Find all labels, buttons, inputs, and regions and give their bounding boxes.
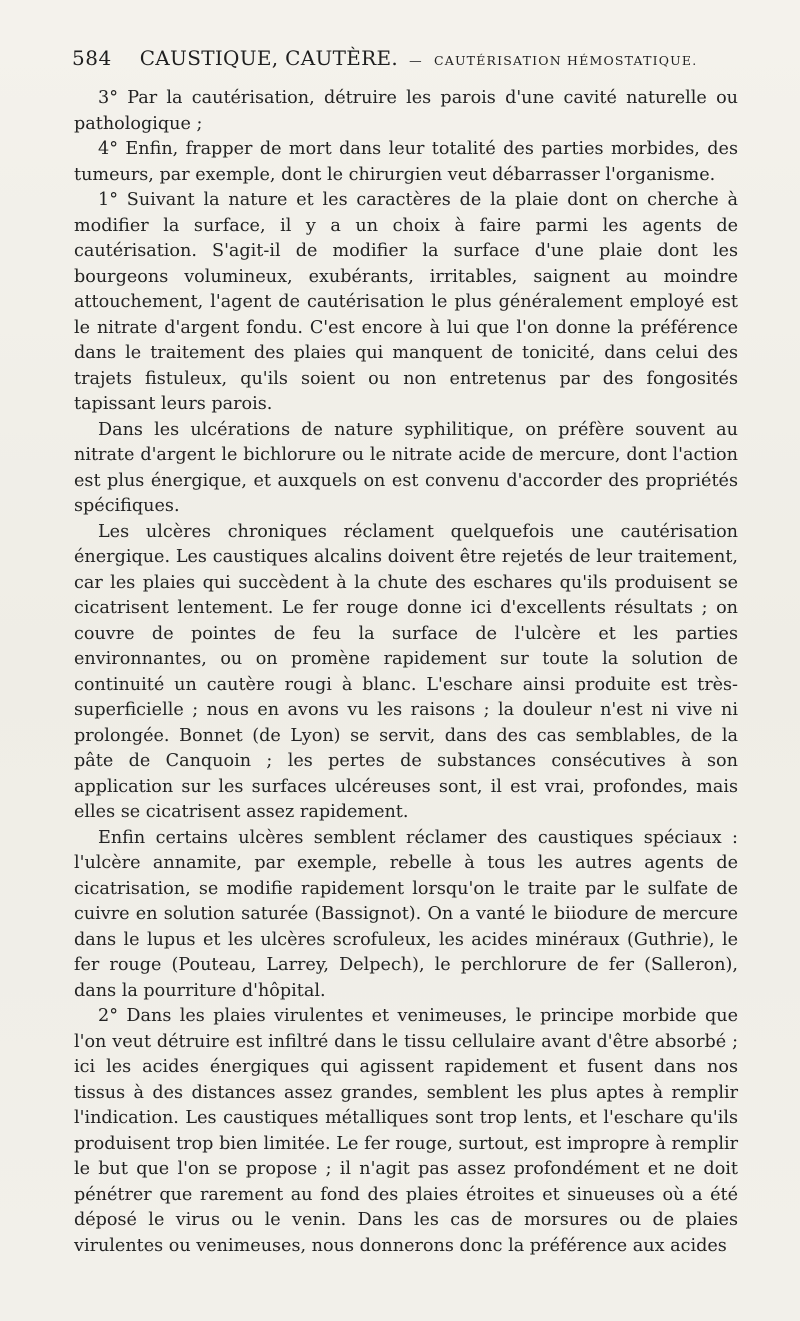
header-separator: — bbox=[409, 53, 423, 68]
paragraph-2-virulent-wounds: 2° Dans les plaies virulentes et venimeuses, le principe morbide que l'on veut détruire est infiltré dans le tissu cellulaire avant d'être absorbé ; ici les acides énergiques qui agissent rapidement et fusent dans nos tissus à des distances assez grandes, semblent les plus aptes à remplir l'indication. Les caustiques métalliques sont trop lents, et l'eschare qu'ils produisent trop bien limitée. Le fer rouge, surtout, est impropre à remplir le but que l'on se propose ; il n'agit pas assez profondément et ne doit pénétrer que rarement au fond des plaies étroites et sinueuses où a été déposé le virus ou le venin. Dans les cas de morsures ou de plaies virulentes ou venimeuses, nous donnerons donc la préférence aux acides bbox=[74, 1006, 738, 1256]
page-header bbox=[72, 46, 740, 78]
running-title: CAUSTIQUE, CAUTÈRE. bbox=[139, 46, 399, 70]
running-subtitle: CAUTÉRISATION HÉMOSTATIQUE. bbox=[433, 53, 698, 68]
paragraph-3-cavity: 3° Par la cautérisation, détruire les parois d'une cavité naturelle ou pathologique ; bbox=[74, 88, 738, 134]
page-number: 584 bbox=[72, 46, 112, 70]
paragraph-1-wound-surface: 1° Suivant la nature et les caractères de la plaie dont on cherche à modifier la surface, il y a un choix à faire parmi les agents de cautérisation. S'agit-il de modifier la surface d'une plaie dont les bourgeons volumineux, exubérants, irritables, saignent au moindre attouchement, l'agent de cautérisation le plus généralement employé est le nitrate d'argent fondu. C'est encore à lui que l'on donne la préférence dans le traitement des plaies qui manquent de tonicité, dans celui des trajets fistuleux, qu'ils soient ou non entretenus par des fongosités tapissant leurs parois. bbox=[74, 190, 738, 414]
paragraph-4-tumors: 4° Enfin, frapper de mort dans leur totalité des parties morbides, des tumeurs, par exemple, dont le chirurgien veut débarrasser l'organisme. bbox=[74, 139, 738, 185]
paragraph-syphilitic-ulcerations: Dans les ulcérations de nature syphilitique, on préfère souvent au nitrate d'argent le bichlorure ou le nitrate acide de mercure, dont l'action est plus énergique, et auxquels on est convenu d'accorder des propriétés spécifiques. bbox=[74, 419, 738, 516]
paragraph-special-caustics: Enfin certains ulcères semblent réclamer des caustiques spéciaux : l'ulcère annamite, par exemple, rebelle à tous les autres agents de cicatrisation, se modifie rapidement lorsqu'on le traite par le sulfate de cuivre en solution saturée (Bassignot). On a vanté le biiodure de mercure dans le lupus et les ulcères scrofuleux, les acides minéraux (Guthrie), le fer rouge (Pouteau, Larrey, Delpech), le perchlorure de fer (Salleron), dans la pourriture d'hôpital. bbox=[74, 827, 738, 1001]
body-text bbox=[74, 86, 738, 1259]
paragraph-chronic-ulcers: Les ulcères chroniques réclament quelquefois une cautérisation énergique. Les caustiques alcalins doivent être rejetés de leur traitement, car les plaies qui succèdent à la chute des eschares qu'ils produisent se cicatrisent lentement. Le fer rouge donne ici d'excellents résultats ; on couvre de pointes de feu la surface de l'ulcère et les parties environnantes, ou on promène rapidement sur toute la solution de continuité un cautère rougi à blanc. L'eschare ainsi produite est très-superficielle ; nous en avons vu les raisons ; la douleur n'est ni vive ni prolongée. Bonnet (de Lyon) se servit, dans des cas semblables, de la pâte de Canquoin ; les pertes de substances consécutives à son application sur les surfaces ulcéreuses sont, il est vrai, profondes, mais elles se cicatrisent assez rapidement. bbox=[74, 521, 738, 822]
